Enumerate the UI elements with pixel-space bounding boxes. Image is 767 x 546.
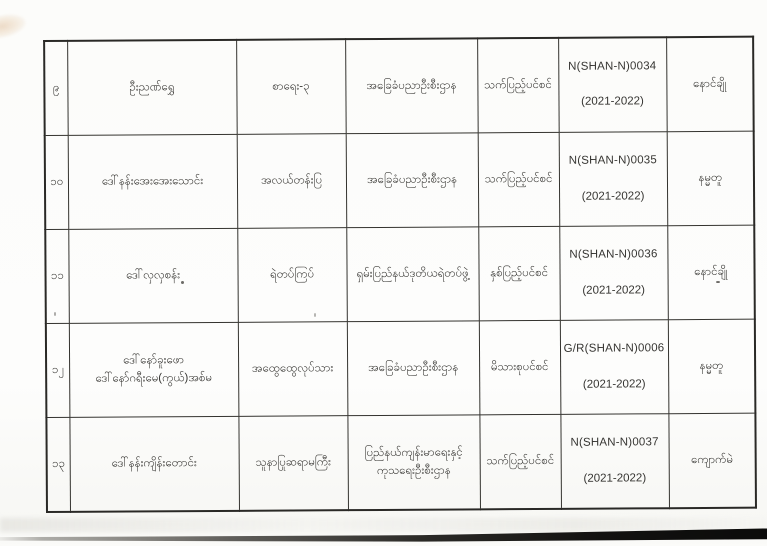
pension-type-cell: မိသားစုပင်စင် (479, 321, 561, 416)
serial-number: G/R(SHAN-N)0006 (563, 342, 665, 355)
row-number-cell: ၁၁ (45, 229, 69, 323)
pension-roster-table (43, 36, 757, 514)
serial-number: N(SHAN-N)0034 (568, 60, 657, 73)
scan-speck (54, 312, 56, 316)
serial-years: (2021-2022) (581, 95, 644, 109)
department-cell: အခြေခံပညာဦးစီးဌာန (347, 321, 480, 416)
scan-smudge (0, 11, 28, 40)
name-cell: ဒေါ်နန်းအေးအေးသောင်း (68, 134, 238, 229)
serial-number-cell (558, 37, 667, 132)
pension-type-cell: သက်ပြည့်ပင်စင် (477, 38, 559, 133)
serial-number: N(SHAN-N)0037 (570, 436, 659, 449)
scan-speck (181, 281, 184, 284)
pension-type-cell: နှစ်ပြည့်ပင်စင် (478, 226, 560, 321)
serial-number-cell (559, 226, 668, 321)
serial-number: N(SHAN-N)0035 (568, 154, 657, 167)
serial-number-cell (559, 132, 668, 227)
township-cell: နောင်ချို (666, 37, 754, 132)
table-row (45, 131, 755, 229)
department-cell: ရှမ်းပြည်နယ်ဒုတိယရဲတပ်ဖွဲ့ (346, 227, 479, 322)
position-cell: အထွေထွေလုပ်သား (238, 322, 348, 417)
serial-years: (2021-2022) (583, 472, 647, 485)
position-cell: အလယ်တန်းပြ (237, 134, 347, 229)
township-cell: ကျောက်မဲ (668, 413, 756, 508)
serial-years: (2021-2022) (581, 189, 645, 203)
scan-speck (716, 281, 720, 283)
township-cell: နမ္မတူ (667, 131, 755, 226)
name-cell: ဒေါ်နန်းကျိန်းတောင်း (69, 417, 239, 513)
serial-years: (2021-2022) (582, 377, 646, 391)
serial-number-cell (560, 320, 669, 415)
pension-type-cell: သက်ပြည့်ပင်စင် (478, 132, 560, 227)
row-number-cell: ၁၀ (45, 135, 69, 229)
serial-years: (2021-2022) (582, 283, 646, 297)
row-number-cell: ၉ (44, 41, 68, 136)
scan-edge-haze (0, 518, 767, 532)
serial-number-cell (560, 414, 669, 509)
name-cell: ဦးညဏ်ရွှေ (67, 40, 237, 136)
table-row (46, 319, 756, 417)
township-cell: နောင်ချို (667, 225, 755, 320)
row-number-cell: ၁၂ (46, 324, 70, 418)
pension-type-cell: သက်ပြည့်ပင်စင် (479, 415, 561, 510)
serial-number: N(SHAN-N)0036 (569, 248, 658, 261)
row-number-cell: ၁၃ (46, 418, 70, 513)
department-cell: ပြည်နယ်ကျန်းမာရေးနှင့် ကုသရေးဦးစီးဌာန (347, 415, 480, 510)
scan-speck (314, 313, 316, 317)
department-cell: အခြေခံပညာဦးစီးဌာန (345, 38, 478, 133)
name-cell: ဒေါ်နော်ခူးဖော ဒေါ်နော်ဂရီးမေ(ကွယ်)အစ်မ (69, 323, 239, 418)
position-cell: ရဲတပ်ကြပ် (237, 228, 347, 323)
position-cell: သူနာပြုဆရာမကြီး (238, 416, 348, 511)
table-row (46, 413, 756, 512)
department-cell: အခြေခံပညာဦးစီးဌာန (346, 133, 479, 228)
pension-roster-table-wrap (43, 36, 757, 514)
table-row (45, 225, 755, 323)
position-cell: စာရေး-၃ (236, 39, 346, 134)
table-row (44, 37, 754, 136)
name-cell: ဒေါ်လှလှစန်း (68, 228, 238, 323)
township-cell: နမ္မတူ (668, 319, 756, 414)
